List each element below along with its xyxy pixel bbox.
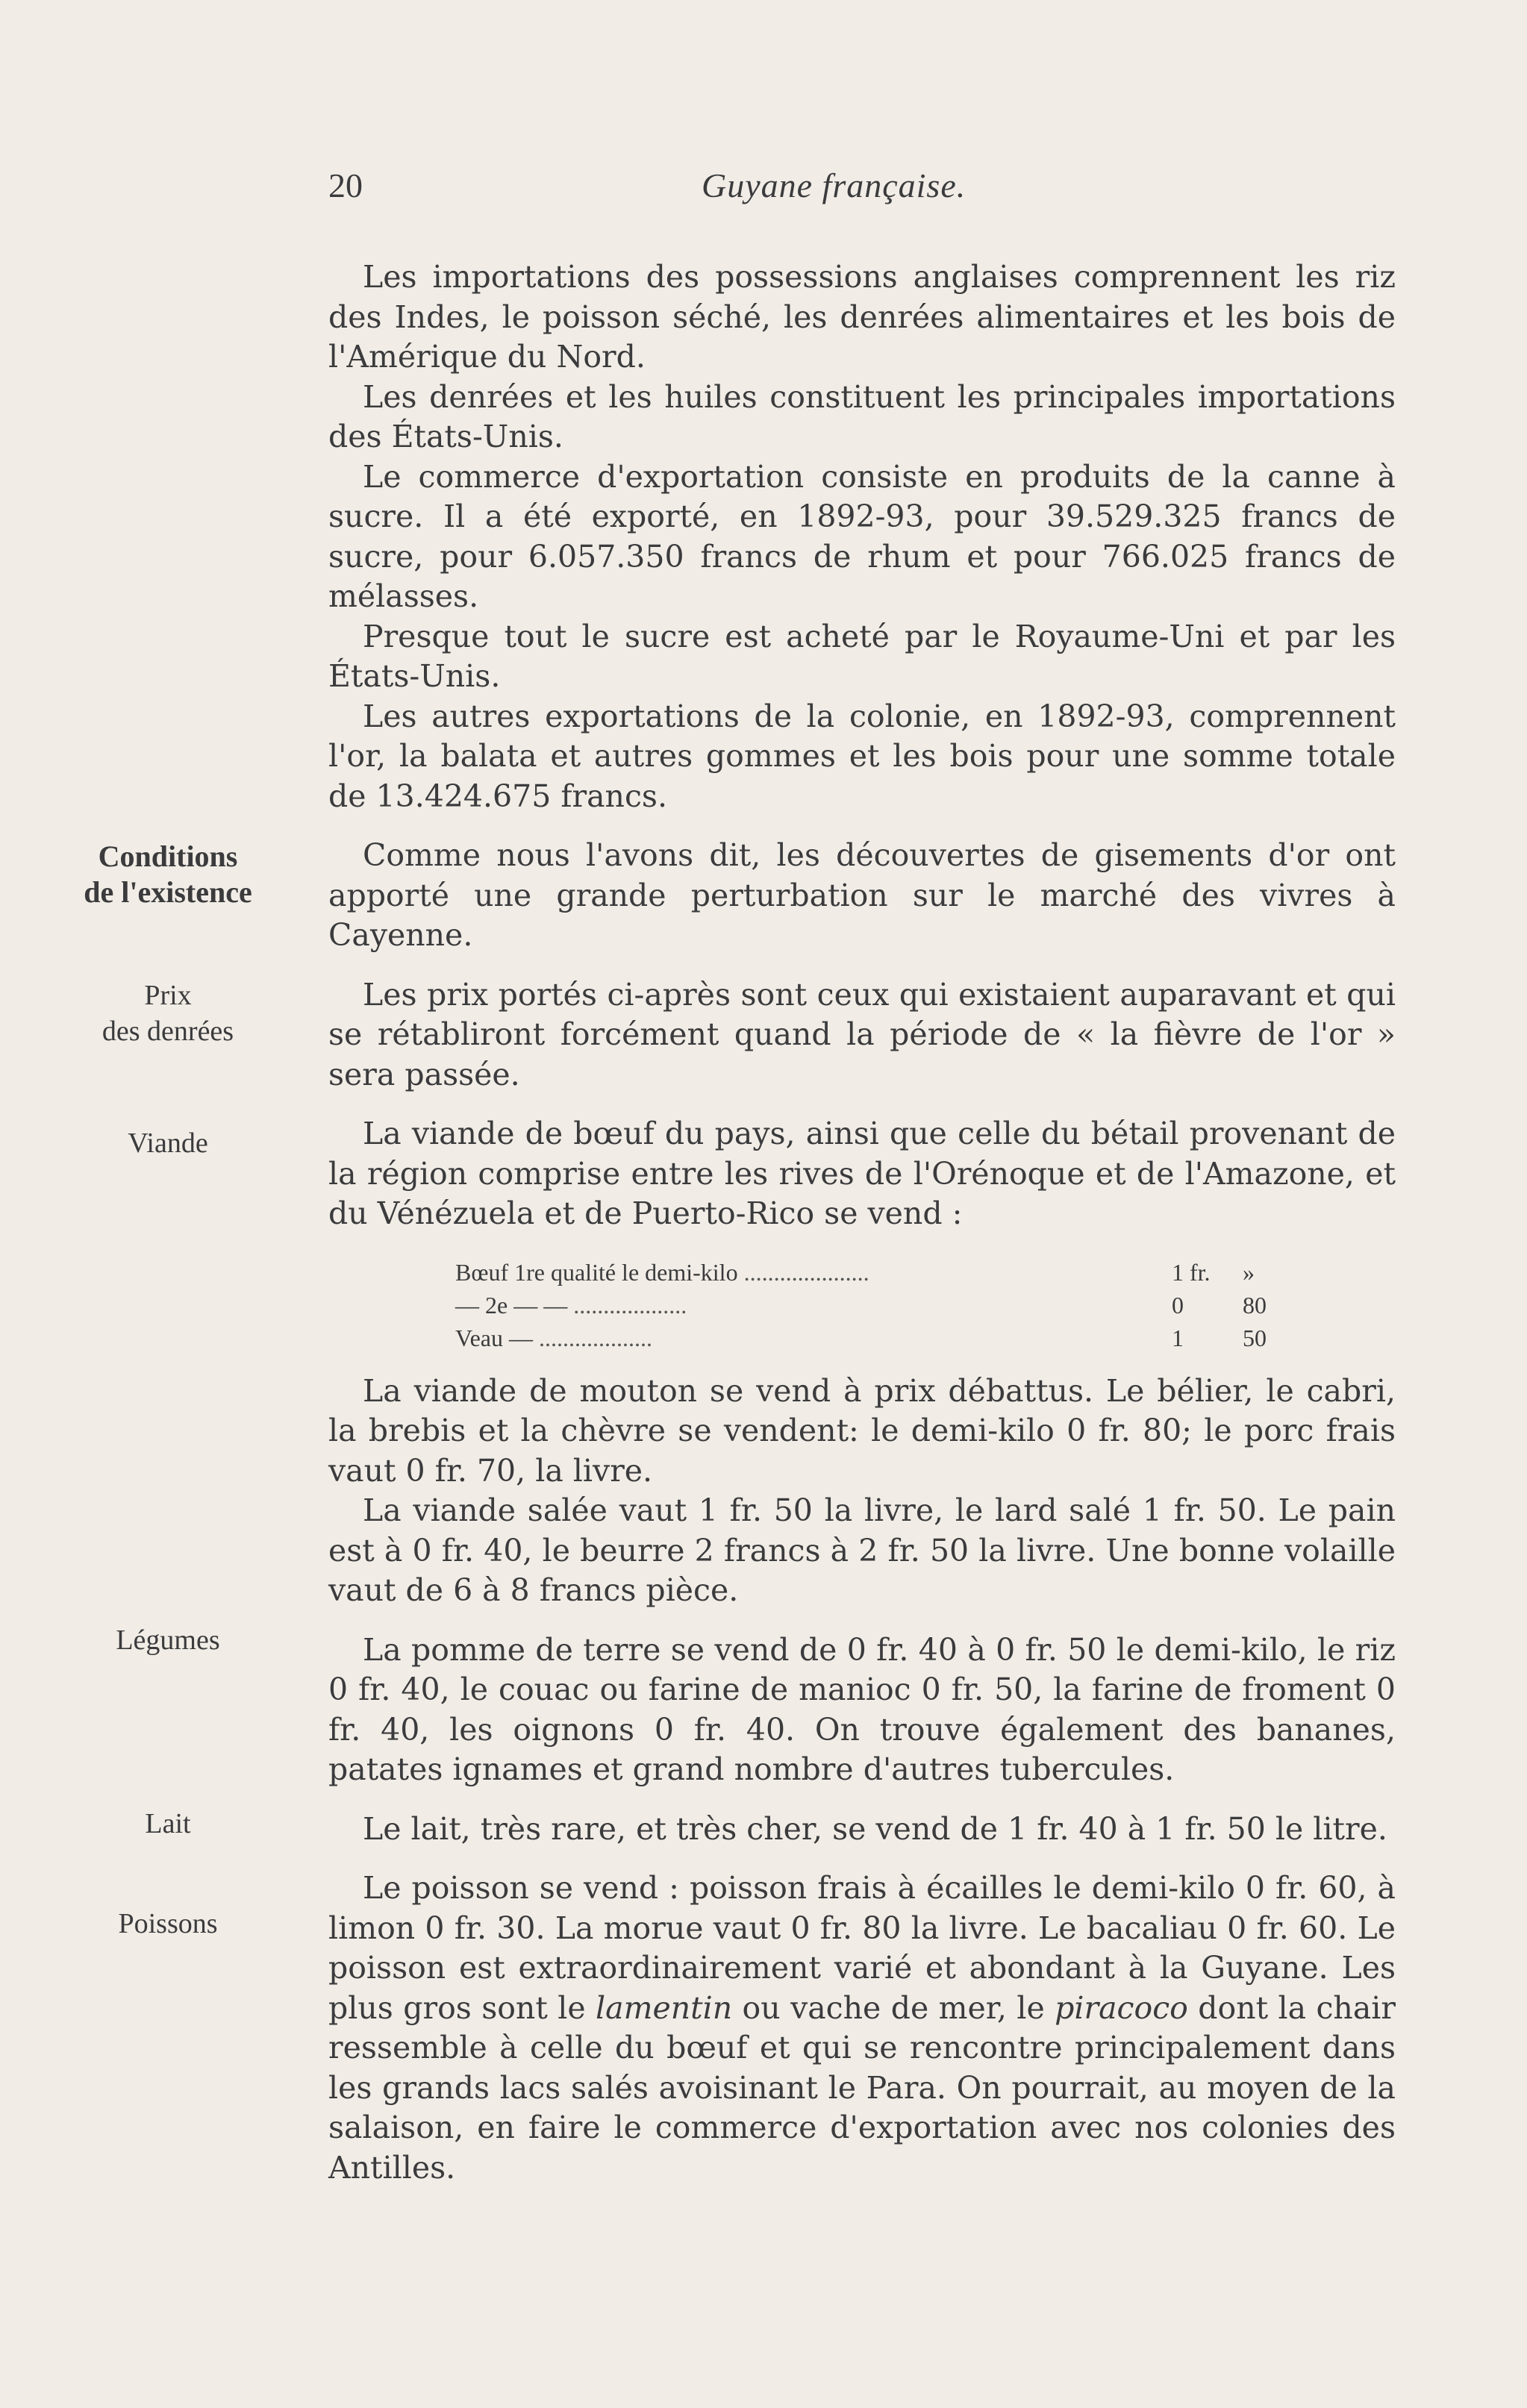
table-cell-cents: 80 — [1243, 1292, 1267, 1319]
margin-note-viande: Viande — [128, 1128, 208, 1159]
body-text — [328, 257, 1396, 2188]
table-row — [455, 1322, 1284, 1354]
margin-note-poissons: Poissons — [118, 1908, 218, 1939]
margin-note-conditions: Conditions de l'existence — [84, 839, 252, 909]
table-cell-cents: 50 — [1243, 1325, 1267, 1351]
running-title: Guyane française. — [702, 166, 967, 204]
paragraph: Les denrées et les huiles constituent les principales importations des États-Unis. — [328, 378, 1396, 454]
margin-note-legumes: Légumes — [116, 1624, 220, 1656]
paragraph: Les autres exportations de la colonie, en 1892-93, comprennent l'or, la balata et autres gommes et les bois pour une somme totale de 13.424.675 francs. — [328, 698, 1396, 814]
table-cell-price: 1 fr. — [1172, 1259, 1211, 1286]
paragraph-poissons: Le poisson se vend : poisson frais à écailles le demi-kilo 0 fr. 60, à limon 0 fr. 30. La morue vaut 0 fr. 80 la livre. Le bacaliau 0 fr. 60. Le poisson est extraordinairement varié et abondant à la Guyane. Les plus gros sont le lamentin ou vache de mer, le piracoco dont la chair ressemble à celle du bœuf et qui se rencontre principalement dans les grands lacs salés avoisinant le Para. On pourrait, au moyen de la salaison, en faire le commerce d'exportation avec nos colonies des Antilles. — [328, 1870, 1396, 2186]
page-number: 20 — [328, 166, 363, 204]
table-row — [455, 1289, 1284, 1322]
paragraph: Comme nous l'avons dit, les découvertes de gisements d'or ont apporté une grande perturbation sur le marché des vivres à Cayenne. — [328, 837, 1396, 953]
paragraph: Presque tout le sucre est acheté par le Royaume-Uni et par les États-Unis. — [328, 618, 1396, 694]
paragraph: La viande de mouton se vend à prix débattus. Le bélier, le cabri, la brebis et la chèvre se vendent: le demi-kilo 0 fr. 80; le porc frais vaut 0 fr. 70, la livre. — [328, 1372, 1396, 1489]
table-cell-item: Bœuf 1re qualité le demi-kilo ..................... — [455, 1259, 869, 1286]
margin-note-lait: Lait — [145, 1808, 191, 1839]
price-table — [455, 1256, 1284, 1354]
table-cell-price: 0 — [1172, 1292, 1184, 1319]
paragraph: Les prix portés ci-après sont ceux qui existaient auparavant et qui se rétabliront forcément quand la période de « la fièvre de l'or » sera passée. — [328, 976, 1396, 1092]
paragraph: Le commerce d'exportation consiste en produits de la canne à sucre. Il a été exporté, en 1892-93, pour 39.529.325 francs de sucre, pour 6.057.350 francs de rhum et pour 766.025 francs de mélasses. — [328, 458, 1396, 614]
paragraph: Le lait, très rare, et très cher, se vend de 1 fr. 40 à 1 fr. 50 le litre. — [363, 1810, 1387, 1847]
page-header — [328, 166, 1393, 210]
table-cell-cents: » — [1243, 1259, 1255, 1286]
margin-note-prix: Prix des denrées — [102, 980, 234, 1047]
paragraph: La pomme de terre se vend de 0 fr. 40 à 0 fr. 50 le demi-kilo, le riz 0 fr. 40, le couac ou farine de manioc 0 fr. 50, la farine de froment 0 fr. 40, les oignons 0 fr. 40. On trouve également des bananes, patates ignames et grand nombre d'autres tubercules. — [328, 1631, 1396, 1787]
paragraph: La viande de bœuf du pays, ainsi que celle du bétail provenant de la région comprise entre les rives de l'Orénoque et de l'Amazone, et du Vénézuela et de Puerto-Rico se vend : — [328, 1116, 1396, 1231]
emphasis-piracoco: piracoco — [1055, 1989, 1188, 2026]
table-cell-price: 1 — [1172, 1325, 1184, 1351]
paragraph: Les importations des possessions anglaises comprennent les riz des Indes, le poisson séché, les denrées alimentaires et les bois de l'Amérique du Nord. — [328, 259, 1396, 375]
table-cell-item: — 2e — — ................... — [455, 1292, 687, 1319]
table-row — [455, 1256, 1284, 1289]
emphasis-lamentin: lamentin — [596, 1989, 733, 2026]
table-cell-item: Veau — ................... — [455, 1325, 652, 1351]
paragraph: La viande salée vaut 1 fr. 50 la livre, le lard salé 1 fr. 50. Le pain est à 0 fr. 40, le beurre 2 francs à 2 fr. 50 la livre. Une bonne volaille vaut de 6 à 8 francs pièce. — [328, 1492, 1396, 1608]
